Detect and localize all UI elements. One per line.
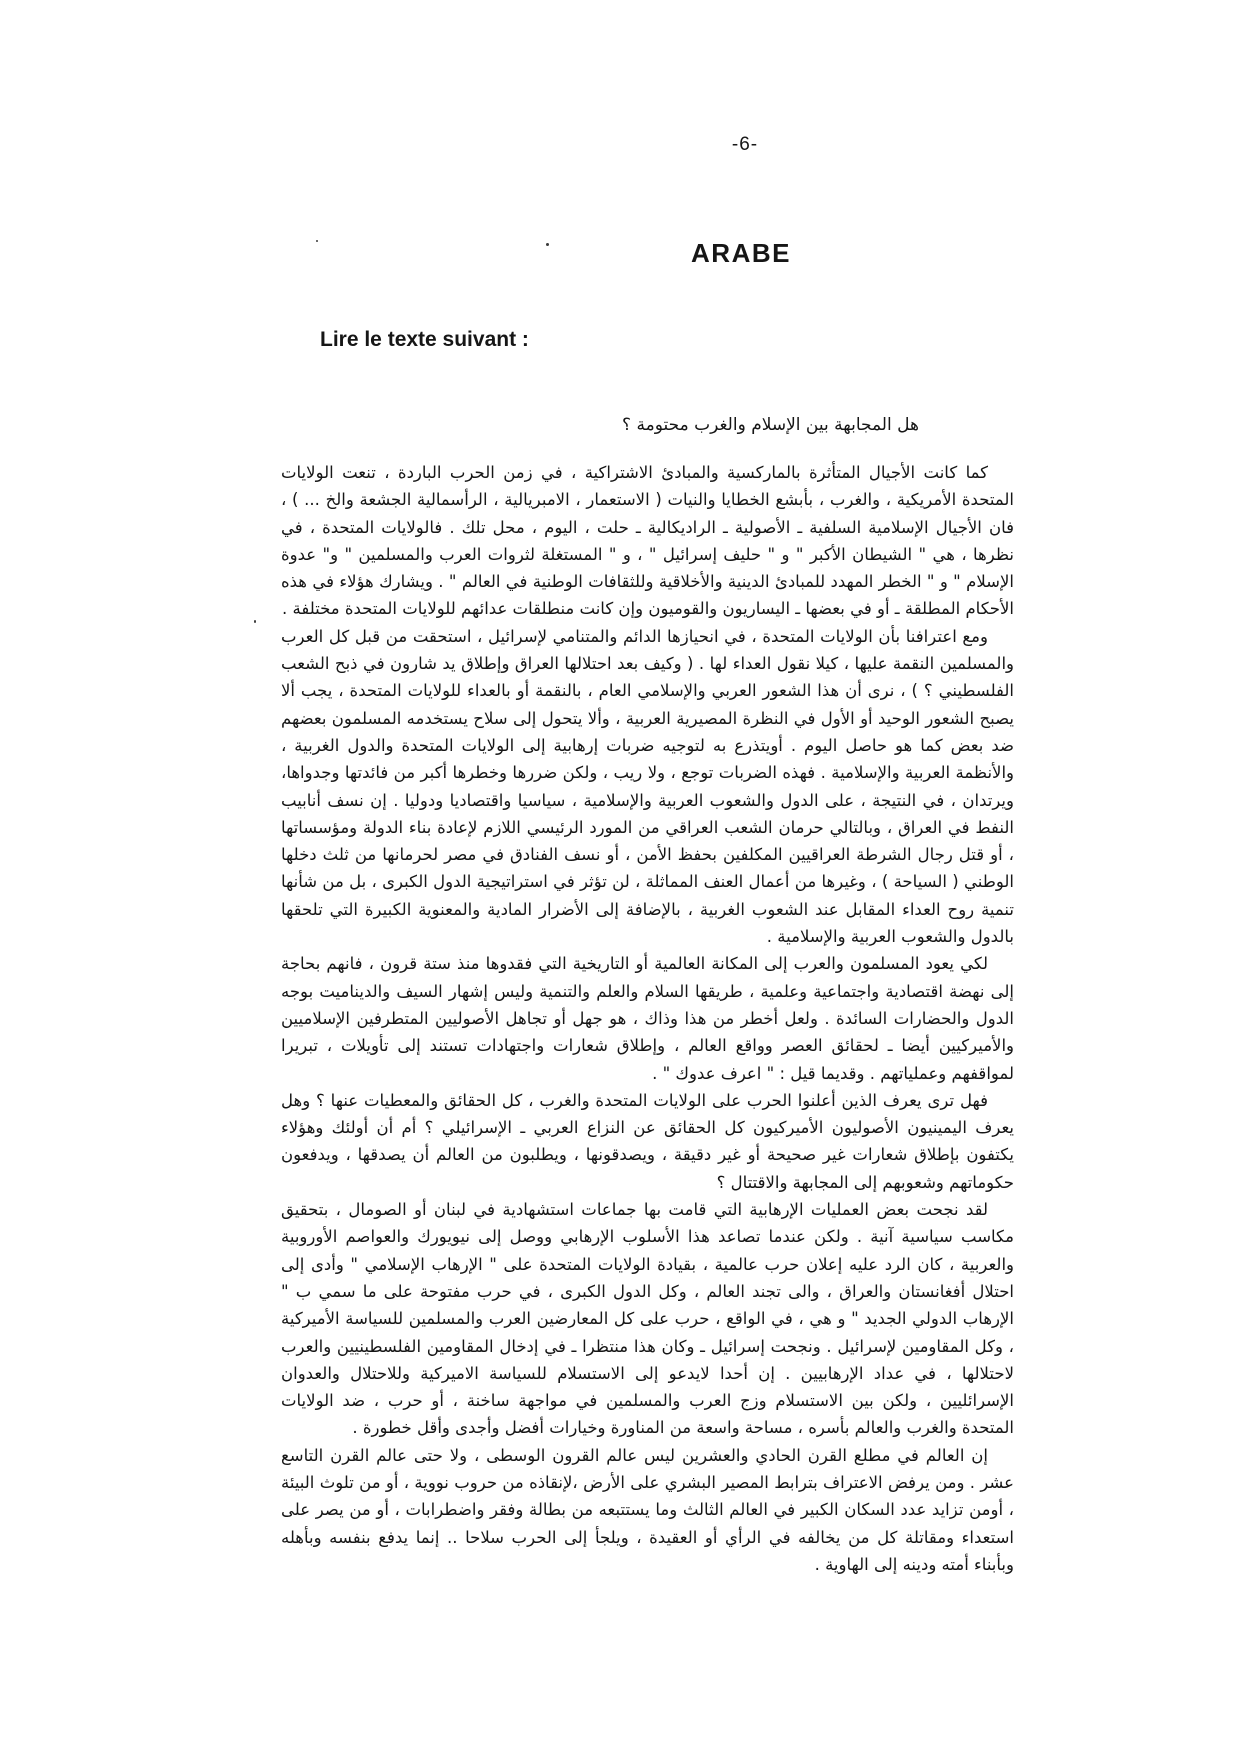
arabic-text-title: هل المجابهة بين الإسلام والغرب محتومة ؟ bbox=[622, 415, 919, 435]
paragraph: لقد نجحت بعض العمليات الإرهابية التي قامت بها جماعات استشهادية في لبنان أو الصومال ، بتحقيق مكاسب سياسية آنية . ولكن عندما تصاعد هذا الأسلوب الإرهابي ووصل إلى نيويورك والعواصم الأوروبية والعربية ، كان الرد عليه إعلان حرب عالمية ، بقيادة الولايات المتحدة على " الإرهاب الإسلامي " وأدى إلى احتلال أفغانستان والعراق ، والى تجند العالم ، وكل الدول الكبرى ، في حرب مفتوحة على ما سمي ب " الإرهاب الدولي الجديد " و هي ، في الواقع ، حرب على كل المعارضين العرب والمسلمين للسياسة الأميركية ، وكل المقاومين لإسرائيل . ونجحت إسرائيل ـ وكان هذا منتظرا ـ في إدخال المقاومين الفلسطينيين والعرب لاحتلالها ، في عداد الإرهابيين . إن أحدا لايدعو إلى الاستسلام للسياسة الاميركية وللاحتلال والعدوان الإسرائليين ، ولكن بين الاستسلام وزج العرب والمسلمين في مواجهة ساخنة ، أو حرب ، ضد الولايات المتحدة والغرب والعالم بأسره ، مساحة واسعة من المناورة وخيارات أفضل وأجدى وأقل خطورة . bbox=[281, 1200, 1014, 1438]
scan-speck bbox=[254, 620, 256, 623]
paragraph: لكي يعود المسلمون والعرب إلى المكانة العالمية أو التاريخية التي فقدوها منذ ستة قرون ، فانهم بحاجة إلى نهضة اقتصادية واجتماعية وعلمية ، طريقها السلام والعلم والتنمية وليس إشهار السيف والديناميت بوجه الدول والحضارات السائدة . ولعل أخطر من هذا وذاك ، هو جهل أو تجاهل الأصوليين المتطرفين الإسلاميين والأميركيين أيضا ـ لحقائق العصر وواقع العالم ، وإطلاق شعارات واجتهادات تستند إلى تأويلات ، تبريرا لمواقفهم وعملياتهم . وقديما قيل : " اعرف عدوك " . bbox=[281, 954, 1014, 1083]
language-title: ARABE bbox=[691, 238, 791, 268]
scan-speck bbox=[316, 240, 318, 242]
scan-speck bbox=[546, 243, 549, 246]
paragraph: كما كانت الأجيال المتأثرة بالماركسية والمبادئ الاشتراكية ، في زمن الحرب الباردة ، تنعت الولايات المتحدة الأمريكية ، والغرب ، بأبشع الخطايا والنيات ( الاستعمار ، الامبريالية ، الرأسمالية الجشعة والخ ... ) ، فان الأجيال الإسلامية السلفية ـ الأصولية ـ الراديكالية ـ حلت ، اليوم ، محل تلك . فالولايات المتحدة ، في نظرها ، هي " الشيطان الأكبر " و " حليف إسرائيل " ، و " المستغلة لثروات العرب والمسلمين " و" عدوة الإسلام " و " الخطر المهدد للمبادئ الدينية والأخلاقية وللثقافات الوطنية في العالم " . ويشارك هؤلاء في هذه الأحكام المطلقة ـ أو في بعضها ـ اليساريون والقوميون وإن كانت منطلقات عدائهم للولايات المتحدة مختلفة . bbox=[281, 463, 1014, 619]
paragraph: فهل ترى يعرف الذين أعلنوا الحرب على الولايات المتحدة والغرب ، كل الحقائق والمعطيات عنها ؟ وهل يعرف اليمينيون الأصوليون الأميركيون كل الحقائق عن النزاع العربي ـ الإسرائيلي ؟ أم أن أولئك وهؤلاء يكتفون بإطلاق شعارات غير صحيحة أو غير دقيقة ، ويصدقونها ، ويطلبون من العالم أن يصدقها ، ويدفعون حكوماتهم وشعوبهم إلى المجابهة والاقتتال ؟ bbox=[281, 1090, 1014, 1192]
instruction-label: Lire le texte suivant : bbox=[320, 328, 529, 351]
article-body bbox=[281, 459, 1014, 1578]
paragraph: إن العالم في مطلع القرن الحادي والعشرين ليس عالم القرون الوسطى ، ولا حتى عالم القرن التاسع عشر . ومن يرفض الاعتراف بترابط المصير البشري على الأرض ،لإنقاذه من حروب نووية ، أو من تلوث البيئة ، أومن تزايد عدد السكان الكبير في العالم الثالث وما يستتبعه من بطالة وفقر واضطرابات ، أو من يصر على استعداء ومقاتلة كل من يخالفه في الرأي أو العقيدة ، ويلجأ إلى الحرب سلاحا .. إنما يدفع بنفسه وبأهله وبأبناء أمته ودينه إلى الهاوية . bbox=[281, 1445, 1014, 1574]
page-number: -6- bbox=[731, 134, 759, 155]
paragraph: ومع اعترافنا بأن الولايات المتحدة ، في انحيازها الدائم والمتنامي لإسرائيل ، استحقت من قبل كل العرب والمسلمين النقمة عليها ، كيلا نقول العداء لها . ( وكيف بعد احتلالها العراق وإطلاق يد شارون في ذبح الشعب الفلسطيني ؟ ) ، نرى أن هذا الشعور العربي والإسلامي العام ، بالنقمة أو بالعداء للولايات المتحدة ، يجب ألا يصبح الشعور الوحيد أو الأول في النظرة المصيرية العربية ، وألا يتحول إلى سلاح يستخدمه المسلمون بعضهم ضد بعض كما هو حاصل اليوم . أويتذرع به لتوجيه ضربات إرهابية إلى الولايات المتحدة والدول الغربية ، والأنظمة العربية والإسلامية . فهذه الضربات توجع ، ولا ريب ، ولكن ضررها وخطرها أكبر من فائدتها وجدواها، ويرتدان ، في النتيجة ، على الدول والشعوب العربية والإسلامية ، سياسيا واقتصاديا ودوليا . إن نسف أنابيب النفط في العراق ، وبالتالي حرمان الشعب العراقي من المورد الرئيسي اللازم لإعادة بناء الدولة ومؤسساتها ، أو قتل رجال الشرطة العراقيين المكلفين بحفظ الأمن ، أو نسف الفنادق في مصر لحرمانها من ثلث دخلها الوطني ( السياحة ) ، وغيرها من أعمال العنف المماثلة ، لن تؤثر في استراتيجية الدول الكبرى ، بل من شأنها تنمية روح العداء المقابل عند الشعوب الغربية ، بالإضافة إلى الأضرار المادية والمعنوية الكبيرة التي تلحقها بالدول والشعوب العربية والإسلامية . bbox=[281, 626, 1014, 947]
